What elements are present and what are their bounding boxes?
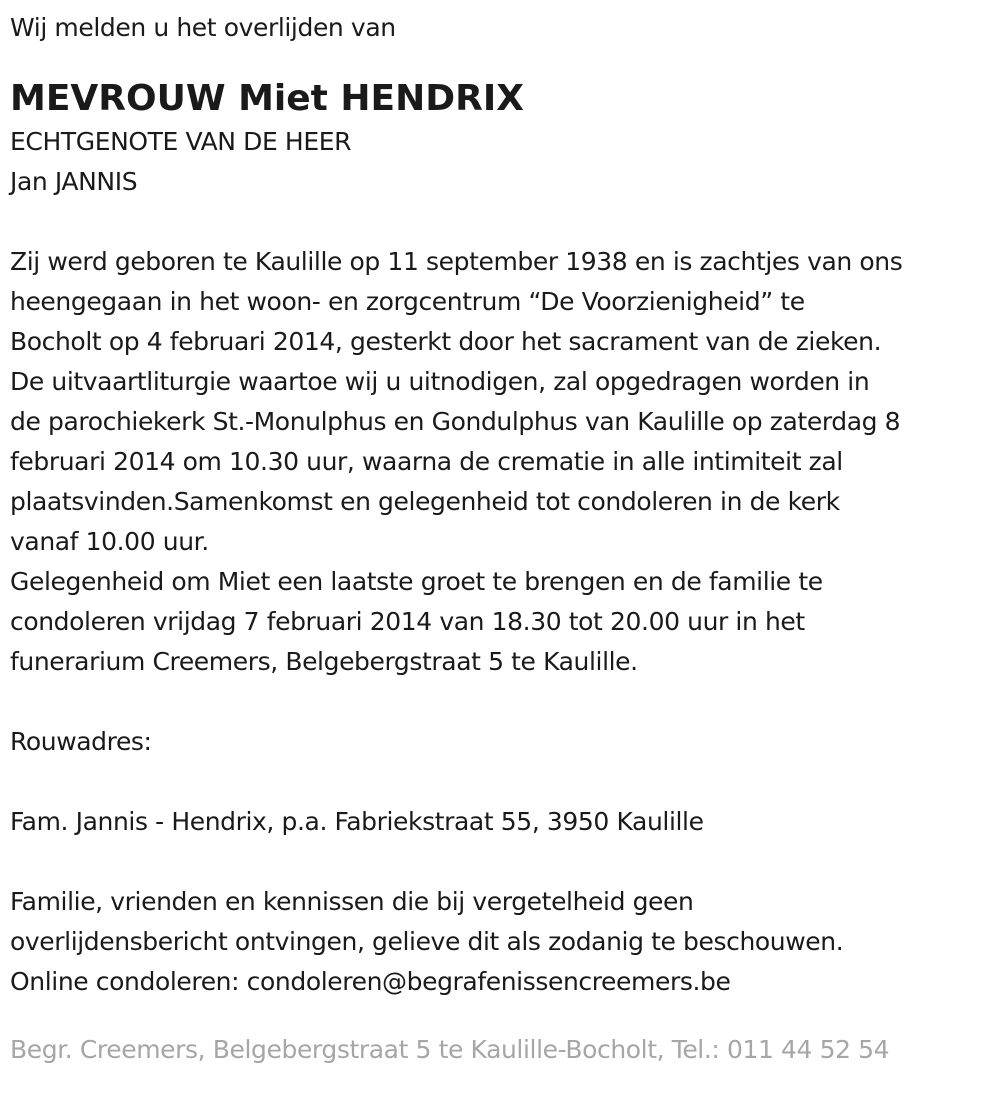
body-line: de parochiekerk St.-Monulphus en Gondulphus van Kaulille op zaterdag 8 bbox=[10, 407, 901, 436]
address-label: Rouwadres: bbox=[10, 727, 152, 756]
spacer bbox=[10, 762, 1000, 802]
notice-body bbox=[10, 242, 1000, 682]
body-line: Gelegenheid om Miet een laatste groet te brengen en de familie te bbox=[10, 567, 823, 596]
online-condolence-line: Online condoleren: condoleren@begrafenissencreemers.be bbox=[10, 967, 731, 996]
deceased-name: MEVROUW Miet HENDRIX bbox=[10, 78, 525, 119]
spouse-title: ECHTGENOTE VAN DE HEER bbox=[10, 127, 352, 156]
spouse-name: Jan JANNIS bbox=[10, 167, 138, 196]
body-line: heengegaan in het woon- en zorgcentrum “De Voorzienigheid” te bbox=[10, 287, 805, 316]
closing-text bbox=[10, 882, 1000, 1002]
funeral-home-footer: Begr. Creemers, Belgebergstraat 5 te Kaulille-Bocholt, Tel.: 011 44 52 54 bbox=[10, 1035, 890, 1064]
spacer bbox=[10, 842, 1000, 882]
spacer bbox=[10, 202, 1000, 242]
mourning-address: Fam. Jannis - Hendrix, p.a. Fabriekstraat 55, 3950 Kaulille bbox=[10, 807, 704, 836]
body-line: Zij werd geboren te Kaulille op 11 september 1938 en is zachtjes van ons bbox=[10, 247, 903, 276]
body-line: De uitvaartliturgie waartoe wij u uitnodigen, zal opgedragen worden in bbox=[10, 367, 870, 396]
spacer bbox=[10, 682, 1000, 722]
body-line: vanaf 10.00 uur. bbox=[10, 527, 209, 556]
body-line: Bocholt op 4 februari 2014, gesterkt door het sacrament van de zieken. bbox=[10, 327, 882, 356]
body-line: plaatsvinden.Samenkomst en gelegenheid tot condoleren in de kerk bbox=[10, 487, 840, 516]
body-line: funerarium Creemers, Belgebergstraat 5 te Kaulille. bbox=[10, 647, 638, 676]
intro-text: Wij melden u het overlijden van bbox=[10, 13, 396, 42]
body-line: februari 2014 om 10.30 uur, waarna de crematie in alle intimiteit zal bbox=[10, 447, 843, 476]
closing-line: Familie, vrienden en kennissen die bij vergetelheid geen bbox=[10, 887, 694, 916]
closing-line: overlijdensbericht ontvingen, gelieve dit als zodanig te beschouwen. bbox=[10, 927, 844, 956]
body-line: condoleren vrijdag 7 februari 2014 van 18.30 tot 20.00 uur in het bbox=[10, 607, 805, 636]
